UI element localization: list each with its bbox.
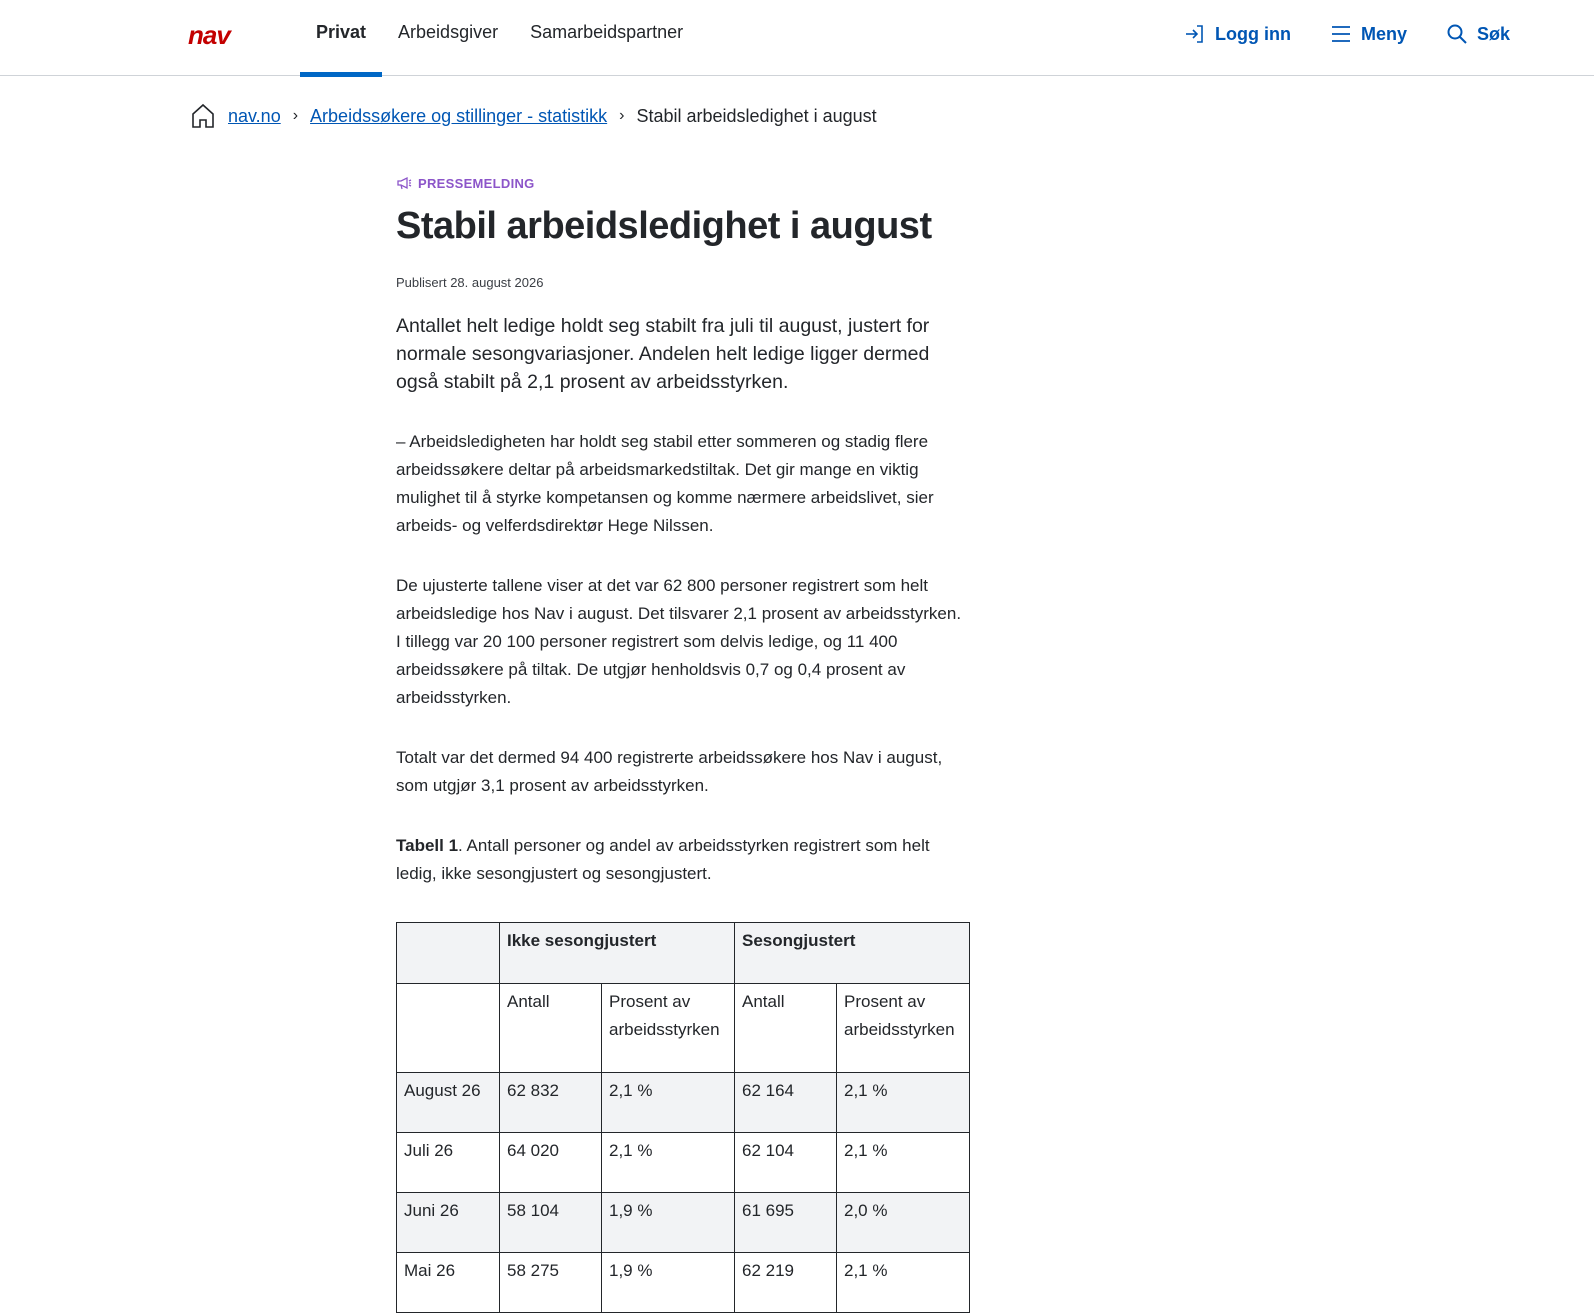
audience-tabs bbox=[300, 0, 699, 76]
table-cell: 62 219 bbox=[735, 1252, 837, 1312]
search-icon bbox=[1445, 22, 1469, 46]
table-caption-text: . Antall personer og andel av arbeidsstyrken registrert som helt ledig, ikke sesongjustert og sesongjustert. bbox=[396, 835, 930, 883]
published-date: Publisert 28. august 2026 bbox=[396, 274, 544, 290]
table-caption bbox=[396, 832, 970, 888]
table-cell: 2,1 % bbox=[602, 1072, 735, 1132]
table-cell: 2,1 % bbox=[837, 1072, 970, 1132]
table-cell: Antall bbox=[735, 983, 837, 1072]
breadcrumb-home-link[interactable]: nav.no bbox=[228, 105, 281, 126]
table-row bbox=[397, 1132, 970, 1192]
table-group-header-row bbox=[397, 922, 970, 983]
table-cell: Mai 26 bbox=[397, 1252, 500, 1312]
table-row bbox=[397, 1072, 970, 1132]
table-cell: 58 104 bbox=[500, 1192, 602, 1252]
table-cell: Prosent av arbeidsstyrken bbox=[837, 983, 970, 1072]
table-row bbox=[397, 1252, 970, 1312]
search-label: Søk bbox=[1476, 23, 1510, 44]
table-cell: Antall bbox=[500, 983, 602, 1072]
article-tag bbox=[396, 175, 970, 191]
table-cell: 2,1 % bbox=[602, 1132, 735, 1192]
breadcrumb bbox=[190, 102, 877, 130]
chevron-right-icon: › bbox=[292, 107, 299, 124]
article-ingress: Antallet helt ledige holdt seg stabilt fra juli til august, justert for normale sesongvariasjoner. Andelen helt ledige ligger dermed også stabilt på 2,1 prosent av arbeidsstyrken. bbox=[396, 314, 930, 393]
search-button[interactable] bbox=[1445, 22, 1510, 46]
table-cell: 62 832 bbox=[500, 1072, 602, 1132]
table-caption-label: Tabell 1 bbox=[396, 835, 459, 855]
article bbox=[396, 175, 970, 1313]
table-cell: 61 695 bbox=[735, 1192, 837, 1252]
login-button[interactable] bbox=[1183, 22, 1291, 46]
menu-button[interactable] bbox=[1329, 22, 1407, 46]
table-cell: 62 104 bbox=[735, 1132, 837, 1192]
page-title: Stabil arbeidsledighet i august bbox=[396, 205, 932, 247]
home-icon bbox=[190, 102, 216, 130]
tab-privat[interactable]: Privat bbox=[300, 0, 382, 76]
table-cell: August 26 bbox=[397, 1072, 500, 1132]
table-cell: 62 164 bbox=[735, 1072, 837, 1132]
tab-arbeidsgiver[interactable]: Arbeidsgiver bbox=[398, 22, 499, 42]
hamburger-icon bbox=[1329, 22, 1353, 46]
breadcrumb-section-link[interactable]: Arbeidssøkere og stillinger - statistikk bbox=[310, 105, 608, 126]
unemployment-table bbox=[396, 922, 970, 1313]
tab-samarbeidspartner[interactable]: Samarbeidspartner bbox=[530, 22, 684, 42]
table-cell: 1,9 % bbox=[602, 1192, 735, 1252]
table-empty-cell bbox=[397, 983, 500, 1072]
header-actions bbox=[1183, 22, 1510, 46]
menu-label: Meny bbox=[1360, 23, 1407, 44]
article-paragraph: De ujusterte tallene viser at det var 62 800 personer registrert som helt arbeidsledige hos Nav i august. Det tilsvarer 2,1 prosent av arbeidsstyrken. I tillegg var 20 100 personer registrert som delvis ledige, og 11 400 arbeidssøkere på tiltak. De utgjør henholdsvis 0,7 og 0,4 prosent av arbeidsstyrken. bbox=[396, 575, 962, 707]
table-empty-cell bbox=[397, 922, 500, 983]
nav-logo[interactable] bbox=[188, 24, 254, 48]
table-cell: 2,0 % bbox=[837, 1192, 970, 1252]
table-cell: 58 275 bbox=[500, 1252, 602, 1312]
article-paragraph: – Arbeidsledigheten har holdt seg stabil etter sommeren og stadig flere arbeidssøkere deltar på arbeidsmarkedstiltak. Det gir mange en viktig mulighet til å styrke kompetansen og komme nærmere arbeidslivet, sier arbeids- og velferdsdirektør Hege Nilssen. bbox=[396, 431, 934, 535]
login-label: Logg inn bbox=[1214, 23, 1291, 44]
table-row bbox=[397, 1192, 970, 1252]
chevron-right-icon: › bbox=[619, 107, 625, 124]
table-sub-header-row bbox=[397, 983, 970, 1072]
table-cell: 1,9 % bbox=[602, 1252, 735, 1312]
table-cell: 64 020 bbox=[500, 1132, 602, 1192]
table-cell: Prosent av arbeidsstyrken bbox=[602, 983, 735, 1072]
table-header-cell: Sesongjustert bbox=[735, 922, 970, 983]
article-paragraph: Totalt var det dermed 94 400 registrerte arbeidssøkere hos Nav i august, som utgjør 3,1 prosent av arbeidsstyrken. bbox=[396, 747, 943, 795]
breadcrumb-current: Stabil arbeidsledighet i august bbox=[636, 105, 877, 126]
table-header-cell: Ikke sesongjustert bbox=[500, 922, 735, 983]
table-cell: 2,1 % bbox=[837, 1252, 970, 1312]
table-cell: Juli 26 bbox=[397, 1132, 500, 1192]
svg-text:nav: nav bbox=[188, 24, 230, 48]
table-cell: Juni 26 bbox=[397, 1192, 500, 1252]
login-icon bbox=[1183, 22, 1207, 46]
table-cell: 2,1 % bbox=[837, 1132, 970, 1192]
megaphone-icon bbox=[396, 175, 412, 191]
site-header bbox=[0, 0, 1594, 76]
article-tag-label: PRESSEMELDING bbox=[418, 175, 535, 191]
